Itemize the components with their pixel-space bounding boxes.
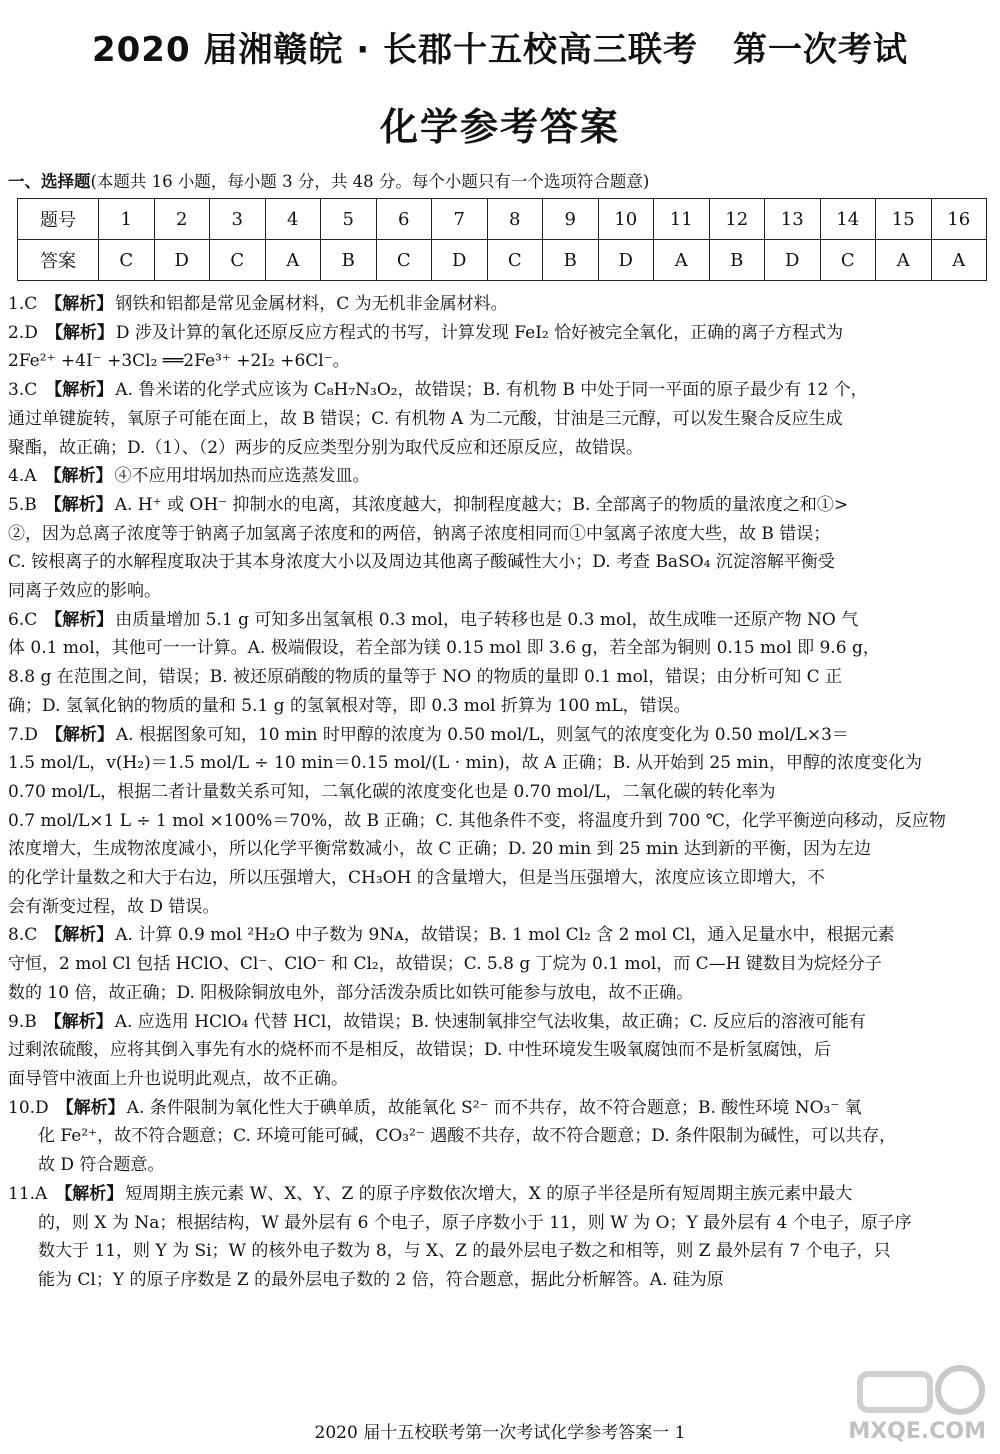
explanation-line xyxy=(8,1122,993,1151)
explanation-line xyxy=(8,1065,993,1094)
answer-cell: A xyxy=(876,240,932,281)
explanation-text: A. 鲁米诺的化学式应该为 C₈H₇N₃O₂，故错误；B. 有机物 B 中处于同一平面的原子最少有 12 个， xyxy=(115,380,868,401)
explanation-line xyxy=(8,634,993,663)
explanation-text: 面导管中液面上升也说明此观点，故不正确。 xyxy=(8,1068,348,1089)
explanation-line xyxy=(8,835,993,864)
explanation-line xyxy=(8,347,993,376)
question-number: 6 xyxy=(376,199,432,240)
explanation-line xyxy=(8,807,993,836)
explanation-text: 数大于 11，则 Y 为 Si；W 的核外电子数为 8，与 X、Z 的最外层电子数之和相等，则 Z 最外层有 7 个电子，只 xyxy=(38,1241,891,1262)
explanation-line xyxy=(8,290,993,319)
explanation-line xyxy=(8,1036,993,1065)
explanation-text: 同离子效应的影响。 xyxy=(8,581,161,602)
explanation-text: 的化学计量数之和大于右边，所以压强增大，CH₃OH 的含量增大，但是当压强增大，浓度应该立即增大，不 xyxy=(8,868,825,889)
explanation-line xyxy=(8,606,993,635)
explanation-tag: 【解析】 xyxy=(45,724,114,745)
explanation-text: 0.7 mol/L×1 L ÷ 1 mol ×100%＝70%，故 B 正确；C. 其他条件不变，将温度升到 700 ℃，化学平衡逆向移动，反应物 xyxy=(8,810,946,831)
explanation-text: 通过单键旋转，氧原子可能在面上，故 B 错误；C. 有机物 A 为二元酸，甘油是三元醇，可以发生聚合反应生成 xyxy=(8,408,843,429)
explanation-text: 数的 10 倍，故正确；D. 阳极除铜放电外，部分活泼杂质比如铁可能参与放电，故不正确。 xyxy=(8,982,694,1003)
explanation-number: 7.D xyxy=(8,724,38,745)
explanation-line xyxy=(8,376,993,405)
explanation-text: 过剩浓硫酸，应将其倒入事先有水的烧杯而不是相反，故错误；D. 中性环境发生吸氧腐蚀而不是析氢腐蚀，后 xyxy=(8,1040,831,1061)
explanation-number: 8.C xyxy=(8,925,38,946)
explanation-line xyxy=(8,692,993,721)
question-number: 5 xyxy=(321,199,377,240)
page-footer: 2020 届十五校联考第一次考试化学参考答案一 1 xyxy=(314,1423,686,1443)
explanation-text: 体 0.1 mol，其他可一一计算。A. 极端假设，若全部为镁 0.15 mol 即 3.6 g，若全部为铜则 0.15 mol 即 9.6 g， xyxy=(8,638,880,659)
explanation-text: ②，因为总离子浓度等于钠离子加氢离子浓度和的两倍，钠离子浓度相同而①中氢离子浓度大些，故 B 错误； xyxy=(8,523,831,544)
question-number: 10 xyxy=(598,199,654,240)
explanation-item xyxy=(8,606,993,721)
explanation-line xyxy=(8,462,993,491)
answer-table-row-label: 答案 xyxy=(18,240,99,281)
explanation-text: 钢铁和铝都是常见金属材料，C 为无机非金属材料。 xyxy=(115,294,508,314)
explanation-line xyxy=(8,577,993,606)
explanation-tag: 【解析】 xyxy=(56,1097,125,1118)
explanation-text: 的，则 X 为 Na；根据结构，W 最外层有 6 个电子，原子序数小于 11，则 W 为 O；Y 最外层有 4 个电子，原子序 xyxy=(38,1212,912,1233)
explanation-line xyxy=(8,721,993,750)
watermark-text: MXQE.COM xyxy=(848,1419,986,1444)
explanation-line xyxy=(8,1008,993,1037)
explanation-text: 确；D. 氢氧化钠的物质的量和 5.1 g 的氢氧根对等，即 0.3 mol 折算为 100 mL，错误。 xyxy=(8,695,691,716)
answer-cell: A xyxy=(654,240,710,281)
explanation-number: 10.D xyxy=(8,1097,49,1118)
answer-cell: D xyxy=(154,240,210,281)
explanation-line xyxy=(8,319,993,348)
explanation-text: 浓度增大，生成物浓度减小，所以化学平衡常数减小，故 C 正确；D. 20 min 到 25 min 达到新的平衡，因为左边 xyxy=(8,839,871,860)
explanation-text: 1.5 mol/L，v(H₂)＝1.5 mol/L ÷ 10 min＝0.15 mol/(L · min)，故 A 正确；B. 从开始到 25 min，甲醇的浓度变化为 xyxy=(8,753,922,774)
question-number: 13 xyxy=(765,199,821,240)
explanation-item xyxy=(8,376,993,462)
answer-cell: C xyxy=(376,240,432,281)
explanation-number: 6.C xyxy=(8,609,38,630)
explanation-text: 短周期主族元素 W、X、Y、Z 的原子序数依次增大，X 的原子半径是所有短周期主族元素中最大 xyxy=(125,1183,853,1204)
explanation-text: D 涉及计算的氧化还原反应方程式的书写，计算发现 FeI₂ 恰好被完全氧化，正确的离子方程式为 xyxy=(115,322,844,343)
explanation-line xyxy=(8,1094,993,1123)
question-number: 11 xyxy=(654,199,710,240)
explanation-tag: 【解析】 xyxy=(45,322,114,343)
explanation-text: A. 条件限制为氧化性大于碘单质，故能氧化 S²⁻ 而不共存，故不符合题意；B. 酸性环境 NO₃⁻ 氧 xyxy=(126,1097,862,1118)
answer-cell: D xyxy=(765,240,821,281)
explanation-tag: 【解析】 xyxy=(45,294,114,314)
explanation-line xyxy=(8,1266,993,1295)
explanation-text: A. H⁺ 或 OH⁻ 抑制水的电离，其浓度越大，抑制程度越大；B. 全部离子的物质的量浓度之和①> xyxy=(114,494,849,515)
explanation-line xyxy=(8,749,993,778)
explanation-text: A. 根据图象可知，10 min 时甲醇的浓度为 0.50 mol/L，则氢气的浓度变化为 0.50 mol/L×3＝ xyxy=(115,724,849,745)
explanation-text: 8.8 g 在范围之间，错误；B. 被还原硝酸的物质的量等于 NO 的物质的量即 0.1 mol，错误；由分析可知 C 正 xyxy=(8,667,843,688)
answer-cell: C xyxy=(820,240,876,281)
answer-cell: C xyxy=(99,240,155,281)
explanation-number: 3.C xyxy=(8,380,38,401)
explanation-line xyxy=(8,1209,993,1238)
section-heading xyxy=(8,168,993,192)
explanation-tag: 【解析】 xyxy=(44,494,113,515)
answer-table xyxy=(17,198,987,281)
explanation-item xyxy=(8,1180,993,1295)
explanation-item xyxy=(8,921,993,1007)
explanation-line xyxy=(8,491,993,520)
explanation-text: C. 铵根离子的水解程度取决于其本身浓度大小以及周边其他离子酸碱性大小；D. 考查 BaSO₄ 沉淀溶解平衡受 xyxy=(8,552,835,573)
explanation-tag: 【解析】 xyxy=(44,1011,113,1032)
explanation-line xyxy=(8,1237,993,1266)
question-number: 7 xyxy=(432,199,488,240)
explanation-line xyxy=(8,434,993,463)
explanation-line xyxy=(8,778,993,807)
answer-cell: B xyxy=(543,240,599,281)
document-subtitle: 化学参考答案 xyxy=(379,105,620,149)
explanation-item xyxy=(8,1008,993,1094)
answer-cell: B xyxy=(709,240,765,281)
explanation-tag: 【解析】 xyxy=(45,609,114,630)
question-number: 4 xyxy=(265,199,321,240)
explanation-line xyxy=(8,979,993,1008)
explanation-number: 2.D xyxy=(8,322,38,343)
explanation-text: 2Fe²⁺ +4I⁻ +3Cl₂ ══2Fe³⁺ +2I₂ +6Cl⁻。 xyxy=(8,351,350,372)
explanation-item xyxy=(8,290,993,319)
explanation-item xyxy=(8,462,993,491)
explanation-text: 守恒，2 mol Cl 包括 HClO、Cl⁻、ClO⁻ 和 Cl₂，故错误；C. 5.8 g 丁烷为 0.1 mol，而 C—H 键数目为烷烃分子 xyxy=(8,954,882,975)
explanation-text: 聚酯，故正确；D.（1）、（2）两步的反应类型分别为取代反应和还原反应，故错误。 xyxy=(8,437,644,458)
explanation-line xyxy=(8,548,993,577)
explanation-text: 会有渐变过程，故 D 错误。 xyxy=(8,896,220,917)
answer-cell: A xyxy=(931,240,987,281)
answer-cell: B xyxy=(321,240,377,281)
explanation-line xyxy=(8,520,993,549)
document-title: 2020 届湘赣皖 · 长郡十五校高三联考 第一次考试 xyxy=(91,30,909,70)
explanation-line xyxy=(8,893,993,922)
explanation-number: 5.B xyxy=(8,494,37,515)
explanation-item xyxy=(8,319,993,376)
answer-table-number-row xyxy=(18,199,987,240)
explanation-item xyxy=(8,1094,993,1180)
explanation-text: 化 Fe²⁺，故不符合题意；C. 环境可能可碱，CO₃²⁻ 遇酸不共存，故不符合题意；D. 条件限制为碱性，可以共存， xyxy=(38,1126,897,1147)
question-number: 15 xyxy=(876,199,932,240)
question-number: 16 xyxy=(931,199,987,240)
section-heading-label: 一、选择题 xyxy=(8,172,91,191)
explanation-tag: 【解析】 xyxy=(55,1183,124,1204)
explanation-text: 故 D 符合题意。 xyxy=(38,1155,165,1176)
explanation-item xyxy=(8,721,993,922)
explanation-text: A. 应选用 HClO₄ 代替 HCl，故错误；B. 快速制氧排空气法收集，故正确；C. 反应后的溶液可能有 xyxy=(114,1011,866,1032)
explanation-text: 0.70 mol/L，根据二者计量数关系可知，二氧化碳的浓度变化也是 0.70 mol/L，二氧化碳的转化率为 xyxy=(8,781,776,802)
explanation-text: 由质量增加 5.1 g 可知多出氢氧根 0.3 mol，电子转移也是 0.3 mol，故生成唯一还原产物 NO 气 xyxy=(115,609,859,630)
explanation-item xyxy=(8,491,993,606)
explanation-text: ④不应用坩埚加热而应选蒸发皿。 xyxy=(114,466,370,487)
answer-cell: C xyxy=(210,240,266,281)
answer-table-answer-row xyxy=(18,240,987,281)
explanation-number: 1.C xyxy=(8,294,38,314)
question-number: 9 xyxy=(543,199,599,240)
explanation-line xyxy=(8,1151,993,1180)
answer-table-row-label: 题号 xyxy=(18,199,99,240)
explanation-text: 能为 Cl；Y 的原子序数是 Z 的最外层电子数的 2 倍，符合题意，据此分析解答。A. 硅为原 xyxy=(38,1269,724,1290)
explanation-line xyxy=(8,1180,993,1209)
explanation-number: 11.A xyxy=(8,1183,48,1204)
explanation-tag: 【解析】 xyxy=(45,380,114,401)
watermark-logo xyxy=(820,1360,990,1450)
answer-cell: D xyxy=(432,240,488,281)
explanation-line xyxy=(8,950,993,979)
explanation-line xyxy=(8,663,993,692)
question-number: 3 xyxy=(210,199,266,240)
question-number: 1 xyxy=(99,199,155,240)
question-number: 8 xyxy=(487,199,543,240)
explanation-line xyxy=(8,864,993,893)
answer-cell: C xyxy=(487,240,543,281)
explanation-tag: 【解析】 xyxy=(44,466,113,487)
question-number: 12 xyxy=(709,199,765,240)
explanation-line xyxy=(8,405,993,434)
question-number: 14 xyxy=(820,199,876,240)
section-heading-note: (本题共 16 小题，每小题 3 分，共 48 分。每个小题只有一个选项符合题意) xyxy=(90,172,650,191)
answer-cell: A xyxy=(265,240,321,281)
explanation-number: 9.B xyxy=(8,1011,37,1032)
question-number: 2 xyxy=(154,199,210,240)
answer-cell: D xyxy=(598,240,654,281)
explanations-list xyxy=(8,290,993,1295)
explanation-text: A. 计算 0.9 mol ²H₂O 中子数为 9Nᴀ，故错误；B. 1 mol Cl₂ 含 2 mol Cl，通入足量水中，根据元素 xyxy=(115,925,895,946)
explanation-tag: 【解析】 xyxy=(45,925,114,946)
explanation-number: 4.A xyxy=(8,466,37,487)
explanation-line xyxy=(8,921,993,950)
